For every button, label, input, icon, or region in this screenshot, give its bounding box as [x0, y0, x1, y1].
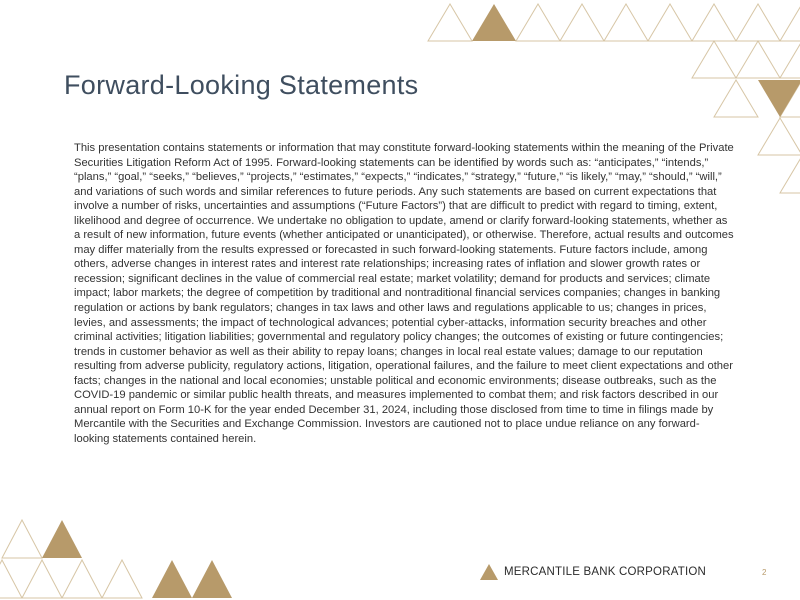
triangle-icon [480, 564, 498, 580]
page-title: Forward-Looking Statements [64, 70, 419, 100]
page-number: 2 [762, 568, 767, 577]
company-logo [480, 563, 706, 581]
disclaimer-body-text: This presentation contains statements or information that may constitute forward-looking statements within the meaning of the Private Securities Litigation Reform Act of 1995. Forward-looking statements can be identified by words such as: “anticipates,” “intends,” “plans,” “goal,” “seeks,” “believes,” “projects,” “estimates,” “expects,” “indicates,” “strategy,” “future,” “is likely,” “may,” “should,” “will,” and variations of such words and similar references to future periods. Any such statements are based on current expectations that involve a number of risks, uncertainties and assumptions (“Future Factors”) that are difficult to predict with regard to timing, extent, likelihood and degree of occurrence. We undertake no obligation to update, amend or clarify forward-looking statements, whether as a result of new information, future events (whether anticipated or unanticipated), or otherwise. Therefore, actual results and outcomes may differ materially from the results expressed or forecasted in such forward-looking statements. Future factors include, among others, adverse changes in interest rates and interest rate relationships; increasing rates of inflation and slower growth rates or recession; significant declines in the value of commercial real estate; market volatility; demand for products and services; climate impact; labor markets; the degree of competition by traditional and nontraditional financial services companies; changes in banking regulation or actions by bank regulators; changes in tax laws and other laws and regulations applicable to us; changes in prices, levies, and assessments; the impact of technological advances; potential cyber-attacks, information security breaches and other criminal activities; litigation liabilities; governmental and regulatory policy changes; the outcomes of existing or future contingencies; trends in customer behavior as well as their ability to repay loans; changes in local real estate values; damage to our reputation resulting from adverse publicity, regulatory actions, litigation, operational failures, and the failure to meet client expectations and other facts; changes in the national and local economies; unstable political and economic environments; disease outbreaks, such as the COVID-19 pandemic or similar public health threats, and measures implemented to combat them; and risk factors described in our annual report on Form 10-K for the year ended December 31, 2024, including those disclosed from time to time in filings made by Mercantile with the Securities and Exchange Commission. Investors are cautioned not to place undue reliance on any forward-looking statements contained herein. [74, 142, 734, 445]
company-name: MERCANTILE BANK CORPORATION [504, 566, 706, 578]
triangle-pattern-bottom-left [0, 510, 240, 600]
